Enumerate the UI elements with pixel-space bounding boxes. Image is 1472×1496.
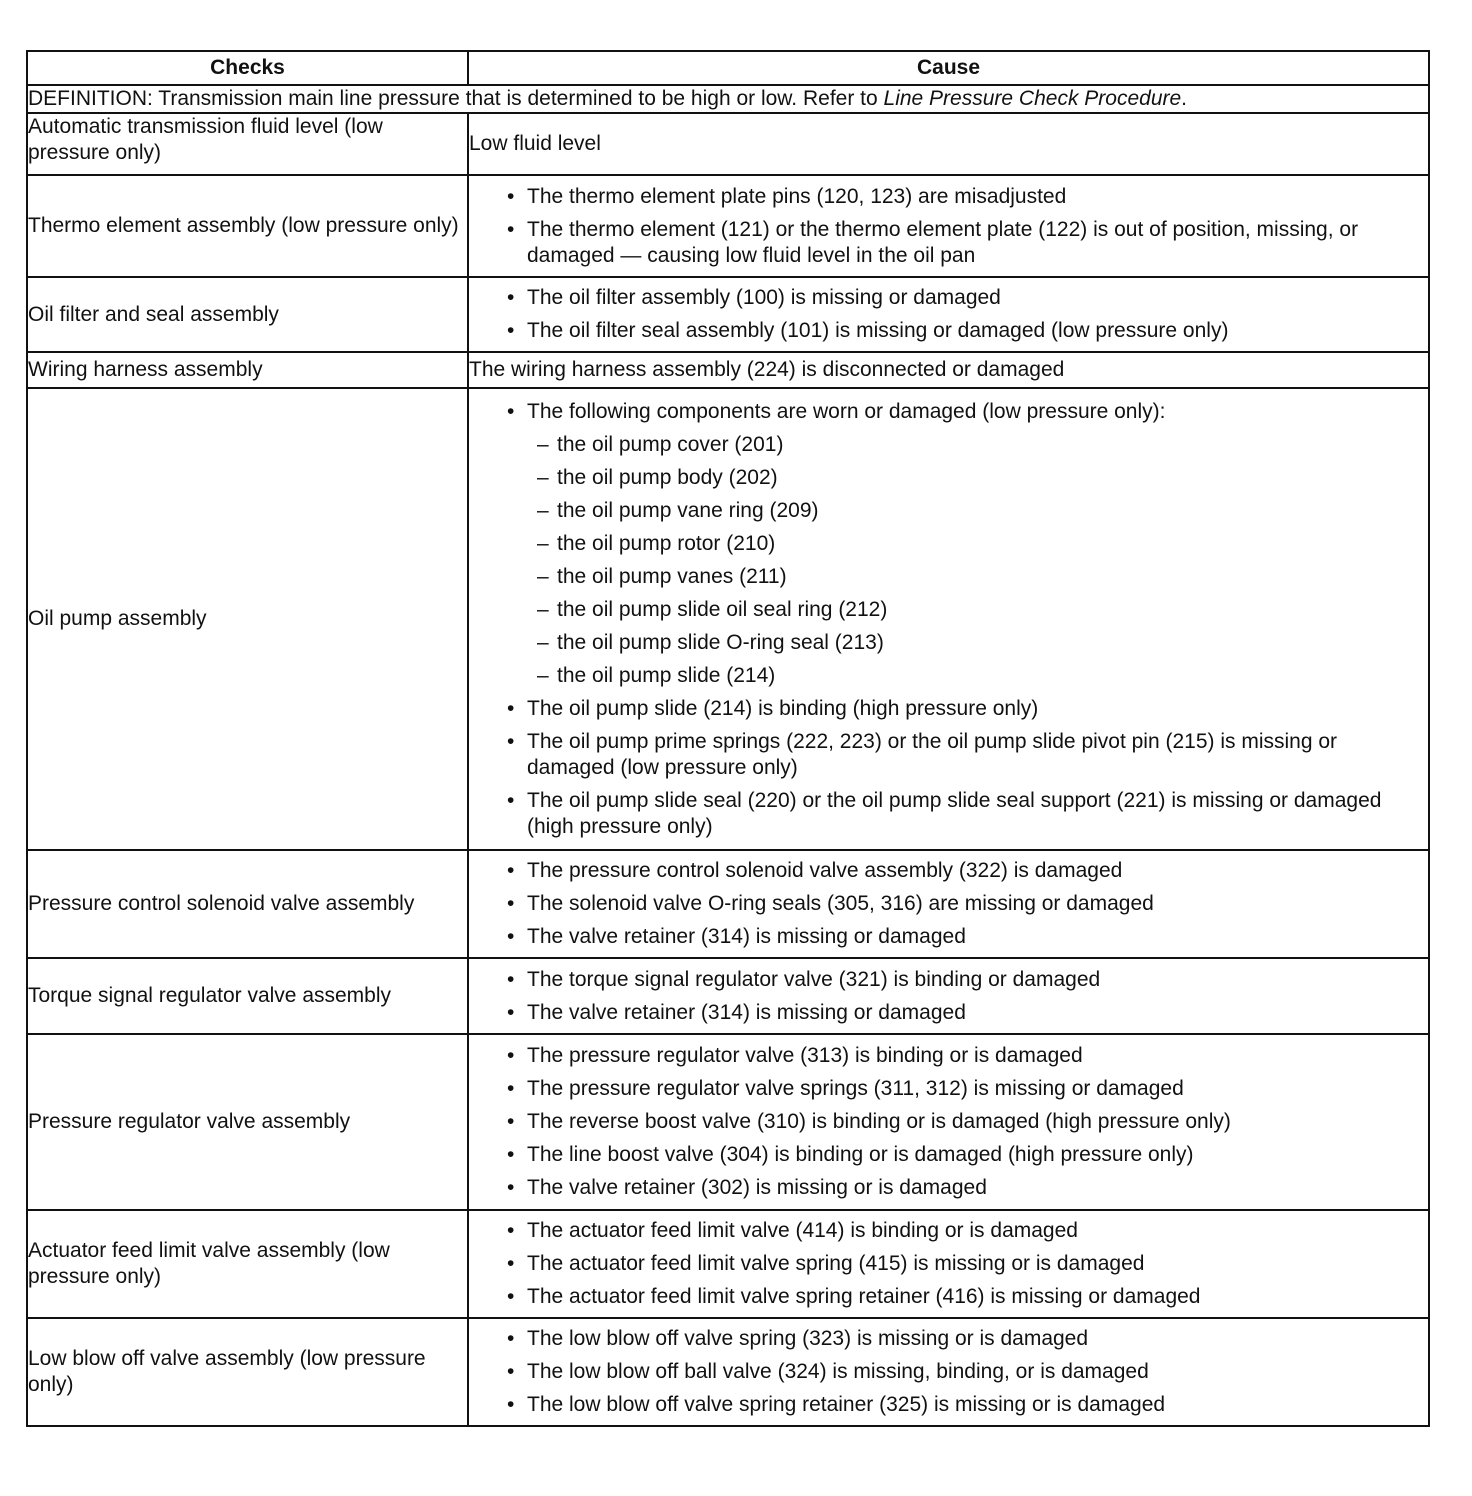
check-cell: Low blow off valve assembly (low pressure only) [27, 1318, 468, 1426]
list-item: • The torque signal regulator valve (321) is binding or damaged [469, 967, 1428, 993]
list-item: • The low blow off ball valve (324) is missing, binding, or is damaged [469, 1359, 1428, 1385]
definition-text: DEFINITION: Transmission main line pressure that is determined to be high or low. Refer to [28, 87, 884, 110]
sub-list-item: – the oil pump slide O-ring seal (213) [527, 630, 1428, 656]
list-item: • The actuator feed limit valve spring retainer (416) is missing or damaged [469, 1284, 1428, 1310]
list-item: • The pressure regulator valve springs (311, 312) is missing or damaged [469, 1076, 1428, 1102]
cause-list [469, 967, 1428, 1026]
sub-list-item: – the oil pump vane ring (209) [527, 498, 1428, 524]
list-item: • The oil pump slide seal (220) or the oil pump slide seal support (221) is missing or damaged (high pressure only) [469, 788, 1428, 840]
table-row [27, 277, 1429, 352]
table-row [27, 113, 1429, 175]
list-item: • The solenoid valve O-ring seals (305, 316) are missing or damaged [469, 891, 1428, 917]
cause-cell [468, 958, 1429, 1034]
list-item: • The pressure control solenoid valve assembly (322) is damaged [469, 858, 1428, 884]
list-item: • The oil filter seal assembly (101) is missing or damaged (low pressure only) [469, 318, 1428, 344]
header-row [27, 51, 1429, 85]
diagnostic-table [26, 50, 1430, 1427]
cause-cell [468, 1318, 1429, 1426]
table-row [27, 1034, 1429, 1210]
list-item-lead: The following components are worn or damaged (low pressure only): [527, 399, 1166, 423]
list-item: • The actuator feed limit valve spring (415) is missing or is damaged [469, 1251, 1428, 1277]
check-cell: Pressure regulator valve assembly [27, 1034, 468, 1210]
sub-list-item: – the oil pump rotor (210) [527, 531, 1428, 557]
cause-list [469, 1326, 1428, 1418]
definition-reference: Line Pressure Check Procedure [883, 87, 1182, 110]
sub-list-item: – the oil pump cover (201) [527, 432, 1428, 458]
sub-list-item: – the oil pump slide (214) [527, 663, 1428, 689]
list-item: • The pressure regulator valve (313) is binding or is damaged [469, 1043, 1428, 1069]
cause-cell [468, 388, 1429, 850]
table-row [27, 1318, 1429, 1426]
check-cell: Torque signal regulator valve assembly [27, 958, 468, 1034]
cause-cell: Low fluid level [468, 113, 1429, 175]
list-item: • The reverse boost valve (310) is binding or is damaged (high pressure only) [469, 1109, 1428, 1135]
definition-end: . [1181, 87, 1188, 110]
cause-list [469, 399, 1428, 840]
cause-cell [468, 175, 1429, 277]
sub-list-item: – the oil pump slide oil seal ring (212) [527, 597, 1428, 623]
table-row [27, 850, 1429, 958]
sub-list-item: – the oil pump body (202) [527, 465, 1428, 491]
check-cell: Actuator feed limit valve assembly (low pressure only) [27, 1210, 468, 1318]
checks-column-header: Checks [27, 51, 468, 85]
cause-column-header: Cause [468, 51, 1429, 85]
list-item: • The thermo element plate pins (120, 123) are misadjusted [469, 184, 1428, 210]
list-item: • The oil pump slide (214) is binding (high pressure only) [469, 696, 1428, 722]
list-item: • The actuator feed limit valve (414) is binding or is damaged [469, 1218, 1428, 1244]
list-item [469, 399, 1428, 689]
definition-cell [27, 85, 1429, 113]
cause-list [469, 184, 1428, 269]
cause-cell: The wiring harness assembly (224) is disconnected or damaged [468, 352, 1429, 388]
table-row [27, 175, 1429, 277]
table-row [27, 958, 1429, 1034]
check-cell: Wiring harness assembly [27, 352, 468, 388]
cause-cell [468, 1210, 1429, 1318]
list-item: • The low blow off valve spring retainer (325) is missing or is damaged [469, 1392, 1428, 1418]
definition-row [27, 85, 1429, 113]
list-item: • The valve retainer (302) is missing or is damaged [469, 1175, 1428, 1201]
table-row [27, 388, 1429, 850]
cause-cell [468, 850, 1429, 958]
cause-list [469, 1218, 1428, 1310]
list-item: • The valve retainer (314) is missing or damaged [469, 924, 1428, 950]
list-item: • The thermo element (121) or the thermo element plate (122) is out of position, missing, or damaged — causing low fluid level in the oil pan [469, 217, 1428, 269]
check-cell: Thermo element assembly (low pressure only) [27, 175, 468, 277]
check-cell: Pressure control solenoid valve assembly [27, 850, 468, 958]
check-cell: Oil pump assembly [27, 388, 468, 850]
table-row [27, 352, 1429, 388]
list-item: • The oil pump prime springs (222, 223) or the oil pump slide pivot pin (215) is missing or damaged (low pressure only) [469, 729, 1428, 781]
check-cell: Oil filter and seal assembly [27, 277, 468, 352]
table-row [27, 1210, 1429, 1318]
cause-list [469, 1043, 1428, 1201]
component-sublist [527, 432, 1428, 689]
list-item: • The oil filter assembly (100) is missing or damaged [469, 285, 1428, 311]
sub-list-item: – the oil pump vanes (211) [527, 564, 1428, 590]
check-cell: Automatic transmission fluid level (low pressure only) [27, 113, 468, 175]
cause-list [469, 285, 1428, 344]
list-item: • The line boost valve (304) is binding or is damaged (high pressure only) [469, 1142, 1428, 1168]
cause-cell [468, 1034, 1429, 1210]
cause-list [469, 858, 1428, 950]
list-item: • The valve retainer (314) is missing or damaged [469, 1000, 1428, 1026]
cause-cell [468, 277, 1429, 352]
list-item: • The low blow off valve spring (323) is missing or is damaged [469, 1326, 1428, 1352]
